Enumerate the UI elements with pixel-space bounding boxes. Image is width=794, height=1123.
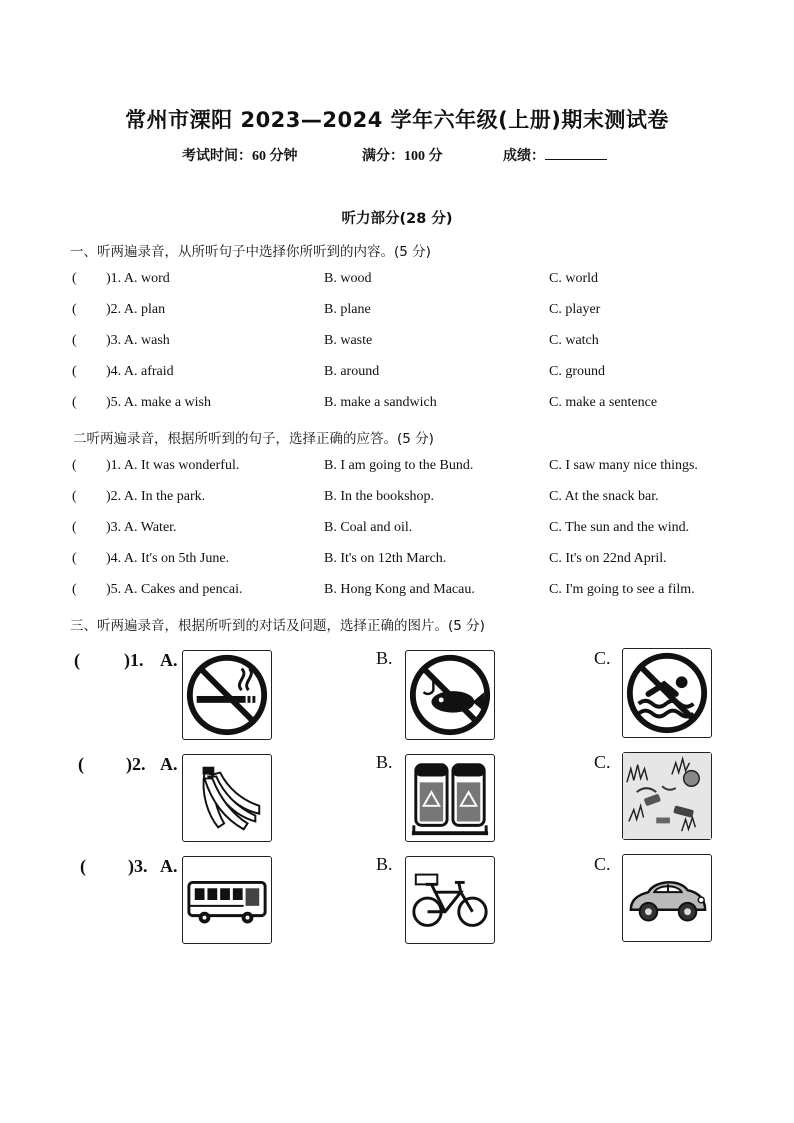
section-title: 听力部分(28 分) (341, 211, 453, 227)
option-b: B. I am going to the Bund. (324, 458, 474, 473)
option-c-label: C. (594, 752, 611, 772)
option-b: B. waste (324, 333, 373, 348)
option-a-label: A. (160, 754, 178, 774)
option-a: )1. A. It was wonderful. (106, 458, 240, 473)
option-c: C. make a sentence (549, 395, 658, 410)
option-c: C. I saw many nice things. (549, 458, 698, 473)
option-b-label: B. (376, 752, 393, 772)
answer-paren[interactable]: ( (72, 271, 77, 286)
option-c-picture[interactable] (622, 854, 712, 942)
answer-paren[interactable]: ( (80, 856, 86, 876)
answer-paren[interactable]: ( (72, 333, 77, 348)
option-a-picture[interactable] (182, 856, 272, 944)
page-title: 常州市溧阳 2023—2024 学年六年级(上册)期末测试卷 (125, 108, 669, 132)
option-c: C. player (549, 302, 601, 317)
option-a-picture[interactable] (182, 650, 272, 740)
option-a: )1. A. word (106, 271, 170, 286)
option-a-label: A. (160, 650, 178, 670)
option-c: C. At the snack bar. (549, 489, 659, 504)
no-fishing-icon (406, 651, 494, 739)
answer-paren[interactable]: ( (72, 458, 77, 473)
option-c: C. world (549, 271, 598, 286)
part1-heading: 一、听两遍录音，从所听句子中选择你所听到的内容。(5 分) (70, 244, 431, 260)
answer-paren[interactable]: ( (74, 650, 80, 670)
bicycle-icon (406, 857, 494, 943)
option-b: B. plane (324, 302, 371, 317)
bananas-icon (183, 755, 271, 841)
exam-time: 考试时间：60 分钟 (182, 148, 298, 164)
question-number: )3. (128, 856, 148, 876)
option-b: B. In the bookshop. (324, 489, 435, 504)
option-c-label: C. (594, 648, 611, 668)
option-b: B. wood (324, 271, 372, 286)
option-a-picture[interactable] (182, 754, 272, 842)
answer-paren[interactable]: ( (72, 302, 77, 317)
option-b: B. Hong Kong and Macau. (324, 582, 475, 597)
option-c: C. watch (549, 333, 599, 348)
car-icon (623, 855, 711, 941)
option-b-picture[interactable] (405, 650, 495, 740)
option-c: C. The sun and the wind. (549, 520, 690, 535)
part2-heading: 二听两遍录音，根据所听到的句子，选择正确的应答。(5 分) (73, 431, 434, 447)
no-smoking-icon (183, 651, 271, 739)
option-b: B. It's on 12th March. (324, 551, 447, 566)
answer-paren[interactable]: ( (72, 551, 77, 566)
option-a: )2. A. plan (106, 302, 166, 317)
no-swimming-icon (623, 649, 711, 737)
option-a: )5. A. make a wish (106, 395, 211, 410)
full-score: 满分：100 分 (362, 148, 443, 164)
option-c: C. It's on 22nd April. (549, 551, 667, 566)
recycle-bins-icon (406, 755, 494, 841)
part3-heading: 三、听两遍录音，根据所听到的对话及问题，选择正确的图片。(5 分) (70, 618, 485, 634)
option-b: B. Coal and oil. (324, 520, 413, 535)
answer-paren[interactable]: ( (72, 520, 77, 535)
answer-paren[interactable]: ( (72, 582, 77, 597)
bus-icon (183, 857, 271, 943)
option-b: B. make a sandwich (324, 395, 437, 410)
option-c: C. ground (549, 364, 605, 379)
option-a: )2. A. In the park. (106, 489, 206, 504)
option-c: C. I'm going to see a film. (549, 582, 695, 597)
score-field: 成绩： (503, 145, 607, 165)
option-c-label: C. (594, 854, 611, 874)
option-a: )4. A. It's on 5th June. (106, 551, 230, 566)
option-c-picture[interactable] (622, 648, 712, 738)
answer-paren[interactable]: ( (72, 364, 77, 379)
option-a: )3. A. Water. (106, 520, 177, 535)
answer-paren[interactable]: ( (78, 754, 84, 774)
option-a: )3. A. wash (106, 333, 170, 348)
question-number: )2. (126, 754, 146, 774)
option-b-picture[interactable] (405, 856, 495, 944)
littered-grass-icon (623, 753, 711, 839)
option-b-label: B. (376, 854, 393, 874)
option-a: )5. A. Cakes and pencai. (106, 582, 243, 597)
option-c-picture[interactable] (622, 752, 712, 840)
option-b-label: B. (376, 648, 393, 668)
option-b: B. around (324, 364, 380, 379)
score-blank[interactable] (545, 147, 607, 160)
answer-paren[interactable]: ( (72, 489, 77, 504)
question-number: )1. (124, 650, 144, 670)
option-a: )4. A. afraid (106, 364, 174, 379)
answer-paren[interactable]: ( (72, 395, 77, 410)
option-a-label: A. (160, 856, 178, 876)
option-b-picture[interactable] (405, 754, 495, 842)
